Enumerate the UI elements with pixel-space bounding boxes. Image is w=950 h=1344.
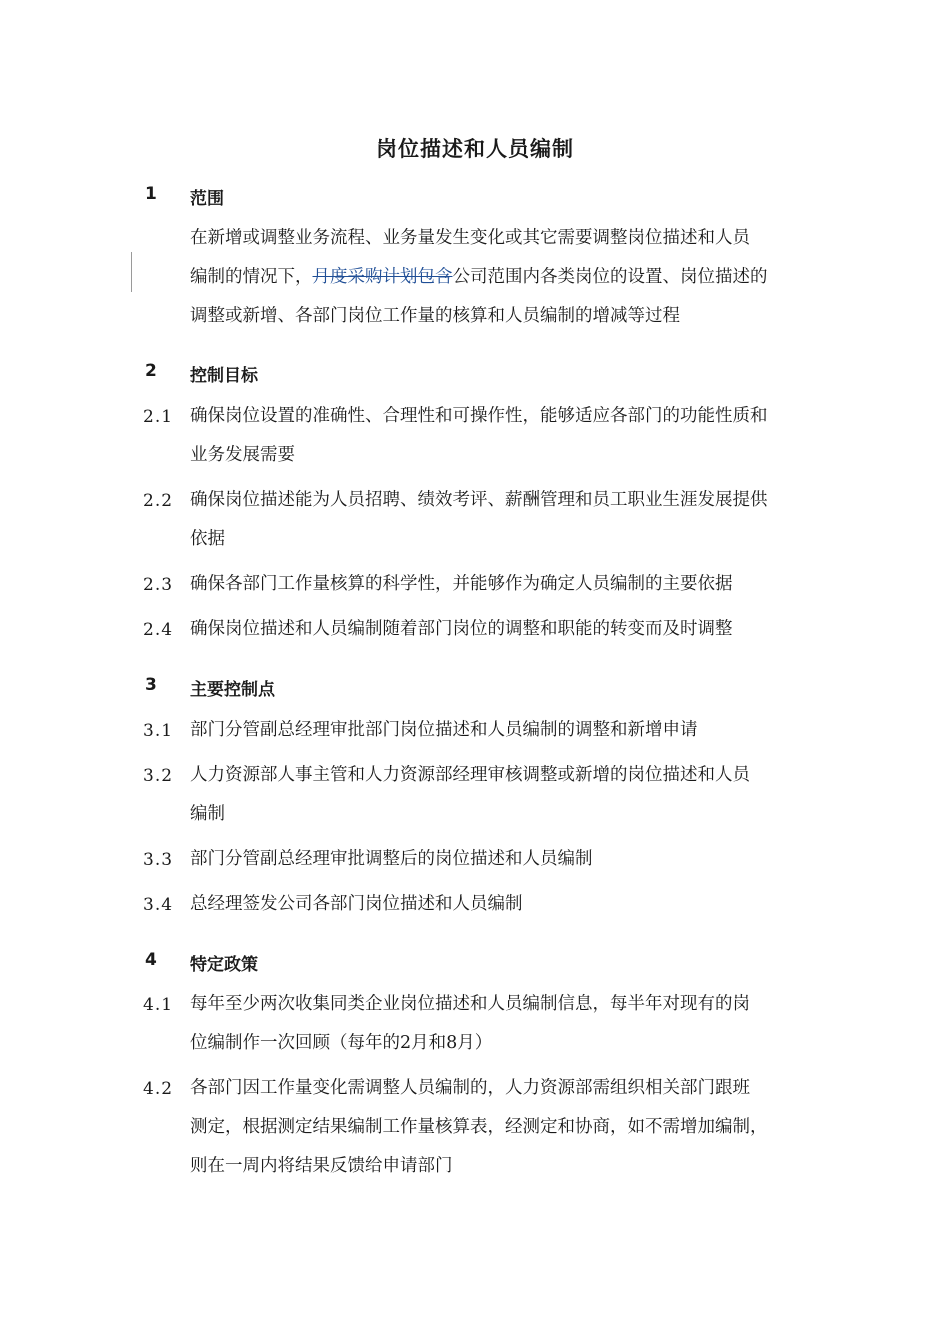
paragraph-line	[190, 258, 810, 297]
list-item	[190, 885, 810, 924]
list-item	[190, 565, 810, 604]
list-item	[190, 840, 810, 879]
item-number: 4.2	[143, 1079, 174, 1099]
text-run: 编制的情况下，	[190, 267, 313, 287]
item-number: 3.2	[143, 766, 174, 786]
section-heading: 控制目标	[190, 366, 258, 386]
item-number: 2.4	[143, 620, 174, 640]
item-line: 确保各部门工作量核算的科学性，并能够作为确定人员编制的主要依据	[190, 574, 733, 594]
revision-change-bar	[131, 252, 132, 292]
section-paragraph	[190, 219, 810, 336]
section-heading: 主要控制点	[190, 680, 275, 700]
paragraph-line: 在新增或调整业务流程、业务量发生变化或其它需要调整岗位描述和人员	[190, 228, 750, 248]
text-run: 公司范围内各类岗位的设置、岗位描述的	[452, 267, 768, 287]
item-line: 业务发展需要	[190, 445, 295, 465]
paragraph-line: 调整或新增、各部门岗位工作量的核算和人员编制的增减等过程	[190, 306, 680, 326]
item-line: 总经理签发公司各部门岗位描述和人员编制	[190, 894, 523, 914]
item-line: 编制	[190, 804, 225, 824]
list-item	[190, 756, 810, 834]
item-number: 3.3	[143, 850, 174, 870]
document-title: 岗位描述和人员编制	[376, 137, 574, 161]
list-item	[190, 481, 810, 559]
section-number: 2	[145, 361, 157, 381]
item-line: 确保岗位设置的准确性、合理性和可操作性，能够适应各部门的功能性质和	[190, 406, 768, 426]
item-line: 确保岗位描述能为人员招聘、绩效考评、薪酬管理和员工职业生涯发展提供	[190, 490, 768, 510]
section-number: 3	[145, 675, 157, 695]
list-item	[190, 1069, 810, 1186]
item-line: 人力资源部人事主管和人力资源部经理审核调整或新增的岗位描述和人员	[190, 765, 750, 785]
list-item	[190, 397, 810, 475]
deleted-revision-text: 月度采购计划包含	[312, 267, 453, 287]
item-line: 位编制作一次回顾（每年的2月和8月）	[190, 1033, 493, 1053]
item-line: 部门分管副总经理审批调整后的岗位描述和人员编制	[190, 849, 593, 869]
item-line: 各部门因工作量变化需调整人员编制的，人力资源部需组织相关部门跟班	[190, 1078, 750, 1098]
section-number: 1	[145, 184, 157, 204]
item-number: 2.1	[143, 407, 174, 427]
item-number: 4.1	[143, 995, 174, 1015]
item-line: 测定，根据测定结果编制工作量核算表，经测定和协商，如不需增加编制，	[190, 1117, 768, 1137]
item-line: 则在一周内将结果反馈给申请部门	[190, 1156, 453, 1176]
item-line: 依据	[190, 529, 225, 549]
item-number: 3.1	[143, 721, 174, 741]
item-line: 部门分管副总经理审批部门岗位描述和人员编制的调整和新增申请	[190, 720, 698, 740]
item-number: 2.3	[143, 575, 174, 595]
list-item	[190, 711, 810, 750]
section-number: 4	[145, 950, 157, 970]
item-number: 3.4	[143, 895, 174, 915]
list-item	[190, 985, 810, 1063]
item-line: 确保岗位描述和人员编制随着部门岗位的调整和职能的转变而及时调整	[190, 619, 733, 639]
section-heading: 特定政策	[190, 955, 258, 975]
list-item	[190, 610, 810, 649]
item-number: 2.2	[143, 491, 174, 511]
item-line: 每年至少两次收集同类企业岗位描述和人员编制信息，每半年对现有的岗	[190, 994, 750, 1014]
section-heading: 范围	[190, 189, 224, 209]
